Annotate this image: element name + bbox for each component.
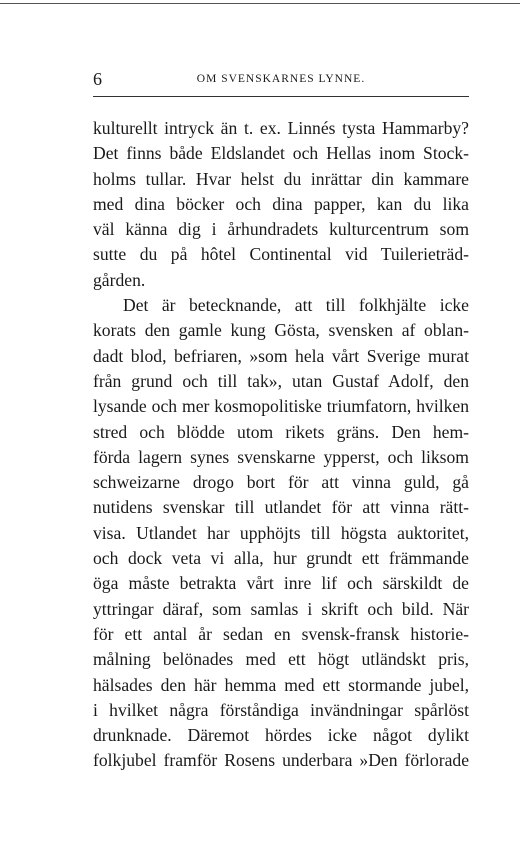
page-number: 6 (93, 69, 102, 89)
top-edge-rule (0, 3, 520, 4)
text-line: yttringar däraf, som samlas i skrift och bild. När (93, 598, 469, 619)
paragraph-start-line: Det är betecknande, att till folkhjälte icke (123, 295, 469, 316)
text-line: lysande och mer kosmopolitiske triumfatorn, hvilken (93, 396, 469, 417)
text-line: förda lagern synes svenskarne ypperst, och liksom (93, 446, 469, 467)
text-line: visa. Utlandet har upphöjts till högsta auktoritet, (93, 522, 469, 543)
text-line: holms tullar. Hvar helst du inrättar din kammare (93, 168, 469, 189)
body-text (93, 116, 469, 774)
text-line: i hvilket några förståndiga invändningar spårlöst (93, 699, 469, 720)
text-line: målning belönades med ett högt utländskt pris, (93, 649, 469, 670)
text-line: kulturellt intryck än t. ex. Linnés tysta Hammarby? (93, 118, 469, 138)
text-line: Det finns både Eldslandet och Hellas inom Stock- (93, 143, 469, 164)
text-line: för ett antal år sedan en svensk-fransk historie- (93, 623, 469, 644)
text-line: från grund och till tak», utan Gustaf Adolf, den (93, 370, 469, 391)
text-line: med dina böcker och dina papper, kan du lika (93, 193, 469, 214)
header-rule (93, 96, 469, 97)
text-line: hälsades den här hemma med ett stormande jubel, (93, 674, 469, 695)
text-line: dadt blod, befriaren, »som hela vårt Sverige murat (93, 345, 469, 366)
text-line: folkjubel framför Rosens underbara »Den förlorade (93, 750, 469, 771)
text-line: drunknade. Däremot hördes icke något dylikt (93, 725, 469, 746)
text-line: väl känna dig i århundradets kulturcentrum som (93, 219, 469, 240)
text-line: sutte du på hôtel Continental vid Tuilerieträd- (93, 244, 469, 265)
text-line: gården. (93, 269, 146, 290)
page-header (93, 68, 469, 90)
text-line: schweizarne drogo bort för att vinna guld, gå (93, 472, 469, 493)
text-line: korats den gamle kung Gösta, svensken af oblan- (93, 320, 469, 341)
text-line: nutidens svenskar till utlandet för att vinna rätt- (93, 497, 469, 518)
text-line: öga måste betrakta vårt inre lif och särskildt de (93, 573, 469, 594)
running-title: OM SVENSKARNES LYNNE. (196, 73, 366, 85)
text-line: och dock veta vi alla, hur grundt ett främmande (93, 548, 469, 569)
text-line: stred och blödde utom rikets gräns. Den hem- (93, 421, 469, 442)
